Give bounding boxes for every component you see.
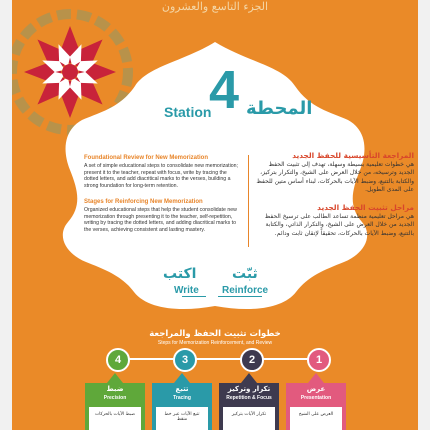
- step-1-tab: [286, 373, 346, 430]
- step-4-label-ar: ضبط: [106, 385, 124, 393]
- reinforce-label-ar: ثبّت: [232, 266, 258, 282]
- step-1-circle: 1: [307, 348, 331, 372]
- stages-text-en: Organized educational steps that help the student consolidate new memorization through presenting it to the teacher, self-repetition, writing by tracing the dotted letters, and adding diacritical marks to the verses, achieving consistent and lasting mastery.: [84, 207, 237, 233]
- stages-text-ar: هي مراحل تعليمية منظمة تساعد الطالب على ترسيخ الحفظ الجديد من خلال العرض على الشيخ، والتكرار الذاتي، والكتابة بالتتبع، وضبط الآيات بالحركات، تحقيقاً لإتقان ثابت ودائم.: [264, 213, 414, 237]
- step-2-label-en: Repetition & Focus: [226, 395, 272, 401]
- write-label-ar: اكتب: [163, 266, 197, 282]
- foundational-text-ar: هي خطوات تعليمية بسيطة وسهلة، تهدف إلى تثبيت الحفظ الجديد وترسيخه، من خلال العرض على الشيخ، والتكرار بتركيز، والكتابة بالتتبع، وضبط الآيات بالحركات، لبناء أساس متين للحفظ على المدى الطويل.: [256, 161, 414, 194]
- foundational-title-en: Foundational Review for New Memorization: [84, 155, 209, 161]
- step-3-label-ar: تتبع: [175, 385, 189, 393]
- step-3-label-en: Tracing: [173, 395, 191, 401]
- write-label-en: Write: [174, 285, 199, 296]
- step-3-circle: 3: [173, 348, 197, 372]
- column-divider: [248, 155, 249, 247]
- reinforce-label-en: Reinforce: [222, 285, 269, 296]
- poster: [12, 0, 418, 430]
- step-4-label-en: Precision: [103, 395, 127, 401]
- step-3-desc: تتبع الآيات عبر خط منقط: [164, 412, 200, 422]
- station-label-ar: المحطة: [246, 98, 313, 119]
- step-1-label-ar: عرض: [306, 385, 326, 393]
- step-4-tab: [85, 373, 145, 430]
- station-number: 4: [209, 60, 240, 120]
- step-4-circle: 4: [106, 348, 130, 372]
- step-2-label-ar: تكرار وتركيز: [227, 385, 271, 393]
- foundational-title-ar: المراجعة التأسيسية للحفظ الجديد: [292, 151, 414, 160]
- stages-title-ar: مراحل تثبيت الحفظ الجديد: [317, 203, 414, 212]
- stages-title-en: Stages for Reinforcing New Memorization: [84, 199, 203, 205]
- station-label: Station: [164, 104, 212, 120]
- foundational-text-en: A set of simple educational steps to consolidate new memorization; present it to the teacher, repeat with focus, write by tracing the dotted letters, and add diacritical marks to the verses, building a strong foundation for long-term retention.: [84, 163, 238, 189]
- step-2-desc: تكرار الآيات بتركيز: [231, 412, 267, 417]
- step-4-desc: ضبط الآيات بالحركات: [94, 412, 136, 417]
- reinforce-underline: [218, 296, 262, 297]
- steps-title-ar: خطوات تثبيت الحفظ والمراجعة: [149, 329, 281, 339]
- step-2-circle: 2: [240, 348, 264, 372]
- step-2-tab: [219, 373, 279, 430]
- step-1-label-en: Presentation: [300, 395, 332, 401]
- step-1-desc: العرض على الشيخ: [298, 412, 334, 417]
- steps-connector: [116, 358, 316, 360]
- write-underline: [182, 296, 206, 297]
- poster-subtitle: الجزء التاسع والعشرون: [161, 0, 269, 13]
- steps-title-en: Steps for Memorization Reinforcement, and Review: [157, 340, 273, 346]
